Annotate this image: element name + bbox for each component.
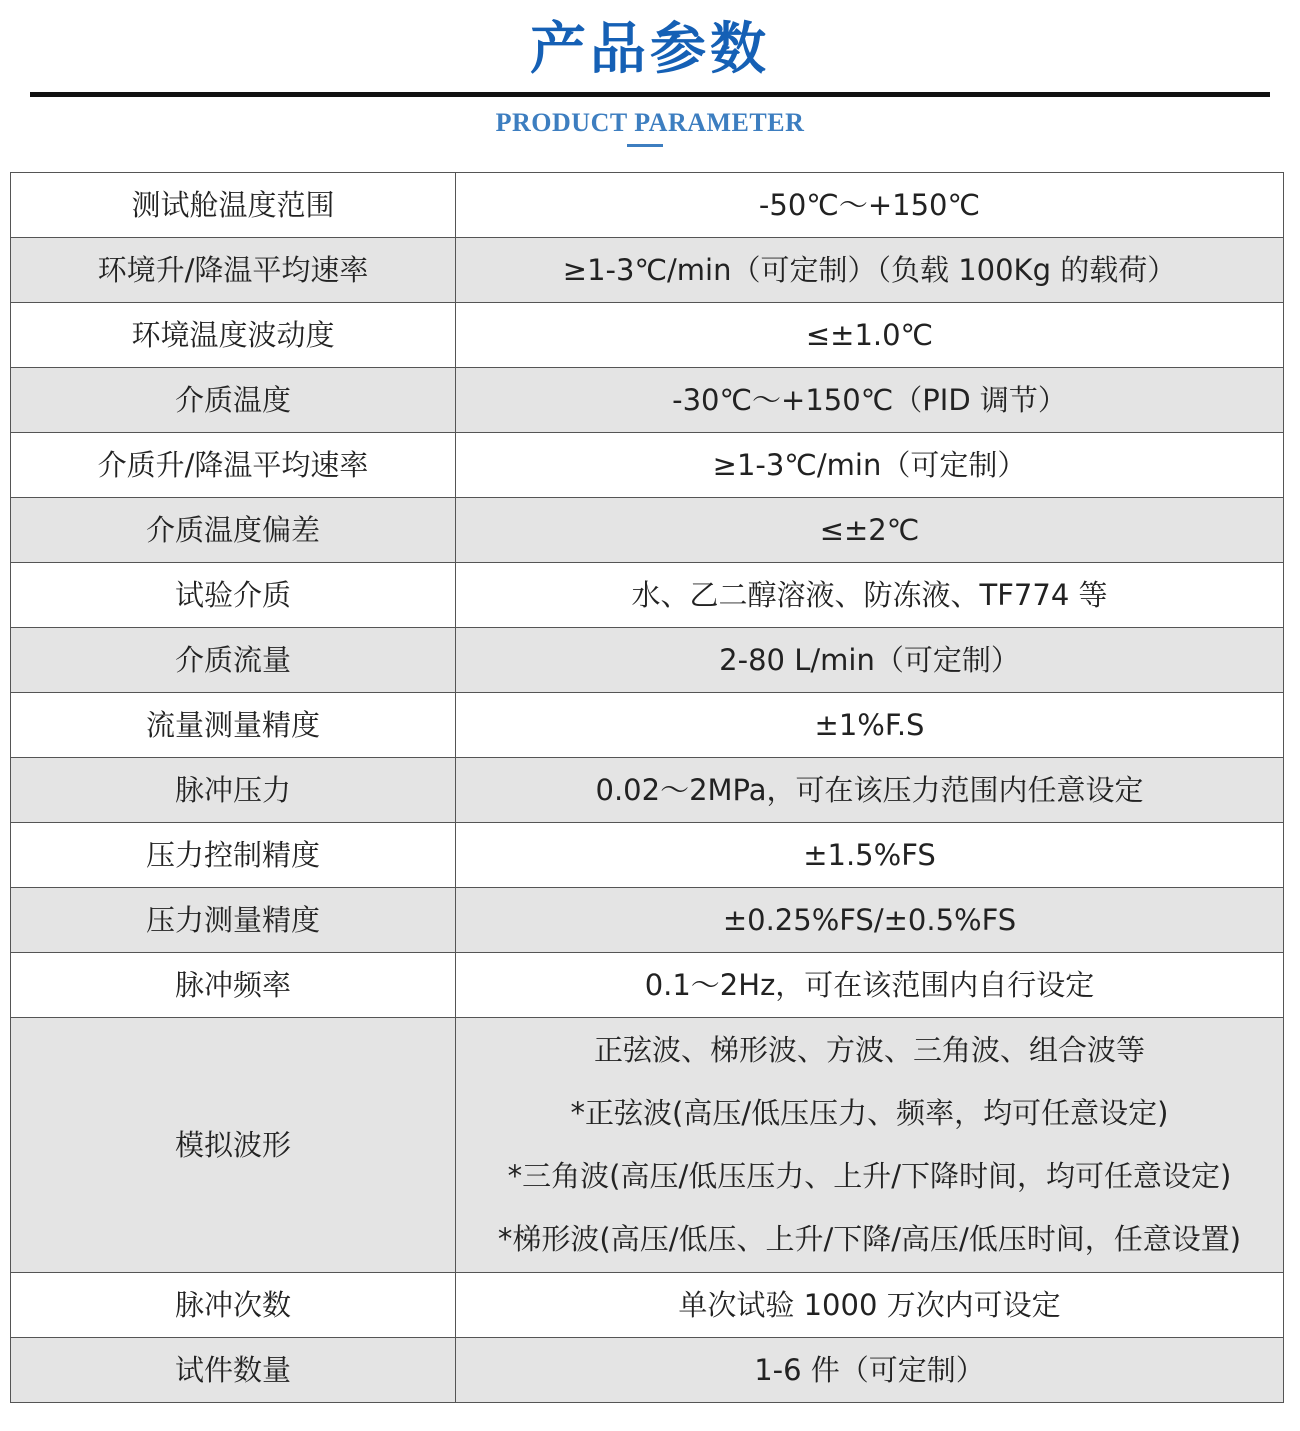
param-label: 介质升/降温平均速率 (11, 433, 456, 498)
param-value: 1-6 件（可定制） (456, 1338, 1284, 1403)
table-row (11, 173, 1284, 238)
table-row (11, 563, 1284, 628)
table-row (11, 628, 1284, 693)
param-label: 介质流量 (11, 628, 456, 693)
param-value: 0.02～2MPa，可在该压力范围内任意设定 (456, 758, 1284, 823)
parameter-table (10, 172, 1284, 1403)
param-value: 0.1～2Hz，可在该范围内自行设定 (456, 953, 1284, 1018)
param-value: ≥1-3℃/min（可定制） (456, 433, 1284, 498)
table-row (11, 953, 1284, 1018)
title-divider (30, 92, 1270, 97)
param-label: 环境温度波动度 (11, 303, 456, 368)
param-label: 脉冲频率 (11, 953, 456, 1018)
param-label: 流量测量精度 (11, 693, 456, 758)
param-value: 水、乙二醇溶液、防冻液、TF774 等 (456, 563, 1284, 628)
param-label: 介质温度偏差 (11, 498, 456, 563)
waveform-line: 正弦波、梯形波、方波、三角波、组合波等 (593, 1033, 1145, 1067)
section-header (0, 0, 1300, 160)
param-value: -30℃～+150℃（PID 调节） (456, 368, 1284, 433)
param-label: 脉冲次数 (11, 1273, 456, 1338)
waveform-line: *梯形波(高压/低压、上升/下降/高压/低压时间，任意设置) (497, 1222, 1242, 1256)
param-value: ±1.5%FS (456, 823, 1284, 888)
param-label: 测试舱温度范围 (11, 173, 456, 238)
param-value: ±0.25%FS/±0.5%FS (456, 888, 1284, 953)
table-row (11, 433, 1284, 498)
param-label: 试验介质 (11, 563, 456, 628)
param-value: ≤±2℃ (456, 498, 1284, 563)
param-value: ±1%F.S (456, 693, 1284, 758)
table-row (11, 693, 1284, 758)
param-value: 2-80 L/min（可定制） (456, 628, 1284, 693)
waveform-line: *正弦波(高压/低压压力、频率，均可任意设定) (570, 1096, 1169, 1130)
table-row (11, 823, 1284, 888)
subtitle-accent-line (627, 144, 663, 147)
table-row (11, 303, 1284, 368)
param-label: 环境升/降温平均速率 (11, 238, 456, 303)
table-row-waveform (11, 1018, 1284, 1273)
table-row (11, 368, 1284, 433)
page-subtitle: PRODUCT PARAMETER (495, 108, 805, 137)
param-label: 压力测量精度 (11, 888, 456, 953)
param-value: 单次试验 1000 万次内可设定 (456, 1273, 1284, 1338)
param-label: 压力控制精度 (11, 823, 456, 888)
waveform-line: *三角波(高压/低压压力、上升/下降时间，均可任意设定) (507, 1159, 1232, 1193)
table-row (11, 1338, 1284, 1403)
param-label: 脉冲压力 (11, 758, 456, 823)
table-row (11, 888, 1284, 953)
table-row (11, 758, 1284, 823)
param-label: 介质温度 (11, 368, 456, 433)
param-label: 模拟波形 (11, 1018, 456, 1273)
param-value: ≥1-3℃/min（可定制）（负载 100Kg 的载荷） (456, 238, 1284, 303)
table-row (11, 1273, 1284, 1338)
param-label: 试件数量 (11, 1338, 456, 1403)
table-row (11, 238, 1284, 303)
param-value-waveform (456, 1018, 1284, 1273)
param-value: ≤±1.0℃ (456, 303, 1284, 368)
param-value: -50℃～+150℃ (456, 173, 1284, 238)
page-title: 产品参数 (530, 17, 770, 82)
table-row (11, 498, 1284, 563)
